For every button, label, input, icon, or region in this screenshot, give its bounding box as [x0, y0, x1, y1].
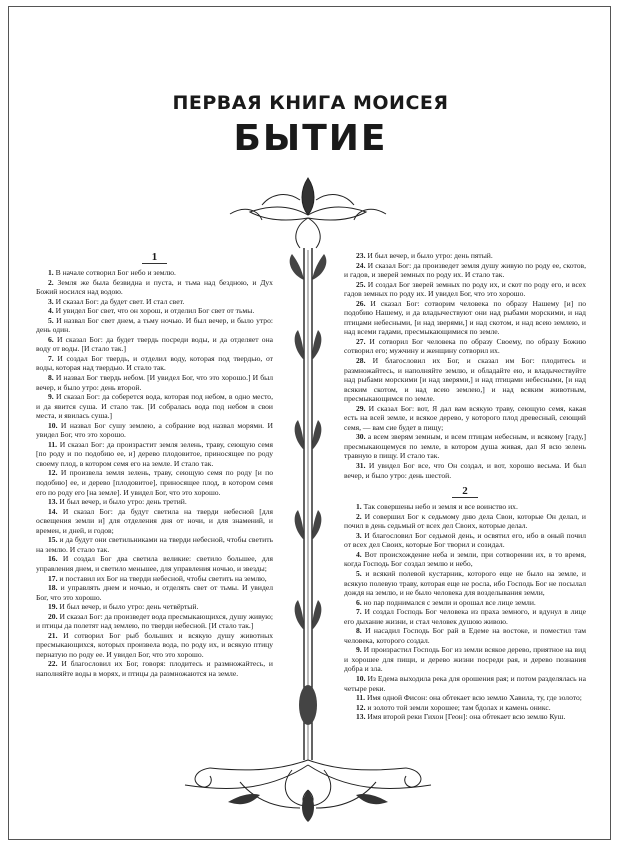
verse [36, 297, 273, 307]
verse-number: 10. [356, 673, 366, 683]
verse-text: Вот происхождение неба и земли, при сотворении их, в то время, когда Господь Бог создал землю и небо, [344, 549, 587, 569]
verse-text: И назвал Бог свет днем, а тьму ночью. И был вечер, и было утро: день один. [36, 315, 273, 335]
left-column [36, 251, 273, 679]
verse-number: 10. [48, 420, 58, 430]
verse-number: 7. [356, 607, 362, 617]
verse-text: И увидел Бог свет, что он хорош, и отделил Бог свет от тьмы. [55, 306, 255, 316]
verse [36, 392, 273, 421]
verse [36, 440, 273, 469]
verse-number: 16. [48, 554, 58, 564]
verse [36, 583, 273, 602]
verse-number: 13. [48, 497, 58, 507]
verse-number: 3. [48, 296, 54, 306]
verse-text: И благословил их Бог, говоря: плодитесь и размножайтесь, и наполняйте воды в морях, и птицы да размножаются на земле. [36, 659, 273, 678]
verse [344, 337, 586, 356]
verse-number: 14. [48, 506, 58, 516]
verse-number: 20. [48, 611, 58, 621]
verse-text: И назвал Бог сушу землею, а собрание вод назвал морями. И увидел Бог, что это хорошо. [36, 420, 273, 440]
verse-text: и да будут они светильниками на тверди небесной, чтобы светить на землю. И стало так. [36, 535, 273, 554]
verse [36, 268, 273, 278]
verse-text: И сказал Бог: да будут светила на тверди небесной [для освещения земли и] для отделения дня от ночи, и для знамений, и времен, и дней, и годов; [36, 506, 273, 535]
verse-text: а всем зверям земным, и всем птицам небесным, и всякому [гаду,] пресмыкающемуся по земле, в котором душа живая, дал Я всю зелень травную в пищу. И стало так. [344, 432, 586, 461]
book-supertitle: ПЕРВАЯ КНИГА МОИСЕЯ [172, 92, 449, 114]
verse-text: И создал Господь Бог человека из праха земного, и вдунул в лице его дыхание жизни, и стал человек душою живою. [344, 607, 586, 626]
verse [36, 278, 273, 297]
chapter-verses [344, 502, 586, 722]
verse-text: И благословил их Бог, и сказал им Бог: плодитесь и размножайтесь, и наполняйте землю, и обладайте ею, и владычествуйте над рыбами морскими [и над зверями,] и над птицами небесными, [и над всяким скотом, и над всею землею,] и над всяким животным, пресмыкающимся по земле. [344, 356, 586, 404]
verse [36, 612, 273, 631]
verse [344, 432, 586, 461]
verse [36, 554, 273, 573]
verse-number: 3. [356, 530, 362, 540]
verse [36, 602, 273, 612]
verse-text: и управлять днем и ночью, и отделять свет от тьмы. И увидел Бог, что это хорошо. [36, 583, 273, 602]
verse [344, 404, 586, 433]
verse [344, 299, 586, 337]
verse-number: 26. [356, 298, 366, 308]
verse-text: И назвал Бог твердь небом. [И увидел Бог, что это хорошо.] И был вечер, и было утро: день второй. [36, 373, 273, 392]
verse-number: 22. [48, 659, 58, 669]
verse-text: Имя второй реки Гихон [Геон]: она обтекает всю землю Куш. [367, 712, 566, 722]
book-title: БЫТИЕ [233, 118, 388, 159]
verse-number: 19. [48, 602, 58, 612]
verse [344, 531, 586, 550]
verse-number: 28. [356, 356, 366, 366]
verse-text: И сказал Бог: сотворим человека по образу Нашему [и] по подобию Нашему, и да владычествуют они над рыбами морскими, и над птицами небесными, [и над зверями,] и над скотом, и над всею землею, и над всеми гадами, пресмыкающимися по земле. [344, 298, 586, 337]
verse [344, 569, 586, 598]
verse-number: 27. [356, 336, 366, 346]
verse-number: 13. [356, 712, 366, 722]
verse-number: 7. [48, 353, 54, 363]
verse [344, 674, 586, 693]
chapter-heading [36, 251, 273, 264]
verse-text: И насадил Господь Бог рай в Едеме на востоке, и поместил там человека, которого создал. [344, 626, 586, 645]
verse-number: 12. [48, 468, 58, 478]
verse [36, 497, 273, 507]
verse-text: и золото той земли хорошее; там бдолах и камень оникс. [367, 702, 551, 712]
verse-text: И сказал Бог: да произведет вода пресмыкающихся, душу живую; и птицы да полетят над землею, по тверди небесной. [И стало так.] [36, 611, 273, 631]
verse-number: 17. [48, 573, 58, 583]
verse-text: И сказал Бог: да будет твердь посреди воды, и да отделяет она воду от воды. [И стало так.] [36, 334, 273, 354]
verse-text: и всякий полевой кустарник, которого еще не было на земле, и всякую полевую траву, которая еще не росла, ибо Господь Бог не посылал дождя на землю, и не было человека для возделывания земли, [344, 568, 586, 598]
chapter-verses [36, 268, 273, 679]
verse-text: И произвела земля зелень, траву, сеющую семя по роду [и по подобию] ее, и дерево [плодовитое], приносящее плод, в котором семя его по роду его [на земле]. И увидел Бог, что это хорошо. [36, 468, 273, 497]
verse-number: 1. [48, 268, 54, 277]
verse-number: 9. [356, 645, 362, 655]
verse-number: 29. [356, 403, 366, 413]
chapter-verses [344, 251, 586, 480]
verse [36, 631, 273, 660]
verse [36, 373, 273, 392]
verse [344, 356, 586, 404]
verse [344, 502, 586, 512]
verse-text: И сказал Бог: вот, Я дал вам всякую траву, сеющую семя, какая есть на всей земле, и всякое дерево, у которого плод древесный, сеющий семя, — вам сие будет в пищу; [344, 403, 586, 432]
verse-number: 1. [356, 502, 362, 512]
verse [36, 316, 273, 335]
verse-number: 24. [356, 260, 366, 270]
verse-number: 6. [356, 597, 362, 607]
verse-number: 15. [48, 535, 58, 545]
verse-number: 4. [48, 306, 54, 316]
verse-number: 18. [48, 583, 58, 593]
verse-text: И создал Бог два светила великие: светило большее, для управления днем, и светило меньшее, для управления ночью, и звезды; [36, 554, 273, 573]
verse-number: 5. [356, 568, 362, 578]
verse [344, 703, 586, 713]
verse [344, 645, 586, 674]
verse-number: 25. [356, 279, 366, 289]
verse-text: И был вечер, и было утро: день пятый. [367, 251, 493, 260]
verse [344, 550, 586, 569]
verse [344, 512, 586, 531]
verse-text: В начале сотворил Бог небо и землю. [55, 268, 176, 277]
verse-number: 23. [356, 251, 366, 260]
verse-text: Земля же была безвидна и пуста, и тьма над бездною, и Дух Божий носился над водою. [36, 277, 273, 297]
verse-number: 11. [48, 439, 58, 449]
verse [344, 261, 586, 280]
verse-text: И сотворил Бог человека по образу Своему, по образу Божию сотворил его; мужчину и женщину сотворил их. [344, 336, 586, 356]
verse-text: И сказал Бог: да произрастит земля зелень, траву, сеющую семя [по роду и по подобию ее, и] дерево плодовитое, приносящее по роду своему плод, в котором семя его на земле. И стало так. [36, 439, 273, 468]
verse [344, 280, 586, 299]
verse-text: И сказал Бог: да произведет земля душу живую по роду ее, скотов, и гадов, и зверей земных по роду их. И стало так. [344, 260, 586, 280]
chapter-number: 1 [142, 251, 168, 264]
verse-number: 12. [356, 702, 366, 712]
verse-text: и поставил их Бог на тверди небесной, чтобы светить на землю, [59, 573, 267, 583]
verse [36, 507, 273, 536]
verse-number: 4. [356, 549, 362, 559]
verse [344, 251, 586, 261]
verse-text: И был вечер, и было утро: день третий. [59, 497, 187, 507]
verse [36, 421, 273, 440]
verse [36, 574, 273, 584]
verse [344, 598, 586, 608]
verse [36, 306, 273, 316]
verse-number: 30. [356, 432, 366, 442]
verse-number: 21. [48, 630, 58, 640]
verse-text: И сотворил Бог рыб больших и всякую душу животных пресмыкающихся, которых произвела вода, по роду их, и всякую птицу пернатую по роду ее. И увидел Бог, что это хорошо. [36, 630, 273, 659]
verse-number: 8. [356, 626, 362, 636]
verse-text: И благословил Бог седьмой день, и освятил его, ибо в оный почил от всех дел Своих, которые Бог творил и созидал. [344, 530, 587, 550]
verse-text: И был вечер, и было утро: день четвёртый. [59, 602, 199, 612]
verse-text: И совершил Бог к седьмому дню дела Свои, которые Он делал, и почил в день седьмый от всех дел Своих, которые делал. [344, 511, 586, 531]
verse [344, 461, 586, 480]
verse [344, 626, 586, 645]
verse-text: И сказал Бог: да будет свет. И стал свет. [55, 296, 185, 306]
verse-text: но пар поднимался с земли и орошал все лице земли. [363, 597, 536, 607]
verse [344, 712, 586, 722]
verse-number: 9. [48, 392, 54, 402]
verse-text: И создал Бог твердь, и отделил воду, которая под твердью, от воды, которая над твердью. И стало так. [36, 353, 273, 373]
verse-number: 6. [48, 334, 54, 344]
verse-number: 8. [48, 373, 54, 383]
verse [36, 659, 273, 678]
verse [36, 354, 273, 373]
verse [344, 693, 586, 703]
right-column [344, 251, 586, 722]
verse-number: 5. [48, 315, 54, 325]
verse-number: 11. [356, 693, 366, 703]
chapter-number: 2 [452, 485, 478, 498]
verse [36, 468, 273, 497]
verse-number: 2. [356, 511, 362, 521]
verse-text: И создал Бог зверей земных по роду их, и скот по роду его, и всех гадов земных по роду их. И увидел Бог, что это хорошо. [344, 279, 586, 299]
verse-number: 31. [356, 461, 366, 471]
chapter-heading [344, 485, 586, 498]
verse-text: И произрастил Господь Бог из земли всякое дерево, приятное на вид и хорошее для пищи, и дерево жизни посреди рая, и дерево познания добра и зла. [344, 645, 586, 674]
verse [344, 607, 586, 626]
verse-text: И сказал Бог: да соберется вода, которая под небом, в одно место, и да явится суша. И стало так. [И собралась вода под небом в свои места, и явилась суша.] [36, 392, 273, 421]
verse [36, 535, 273, 554]
verse-number: 2. [48, 277, 54, 287]
verse-text: Из Едема выходила река для орошения рая; и потом разделялась на четыре реки. [344, 673, 586, 693]
verse-text: И увидел Бог все, что Он создал, и вот, хорошо весьма. И был вечер, и было утро: день шестой. [344, 461, 587, 480]
verse [36, 335, 273, 354]
verse-text: Имя одной Фисон: она обтекает всю землю Хавила, ту, где золото; [366, 693, 582, 703]
verse-text: Так совершены небо и земля и все воинство их. [363, 502, 518, 512]
